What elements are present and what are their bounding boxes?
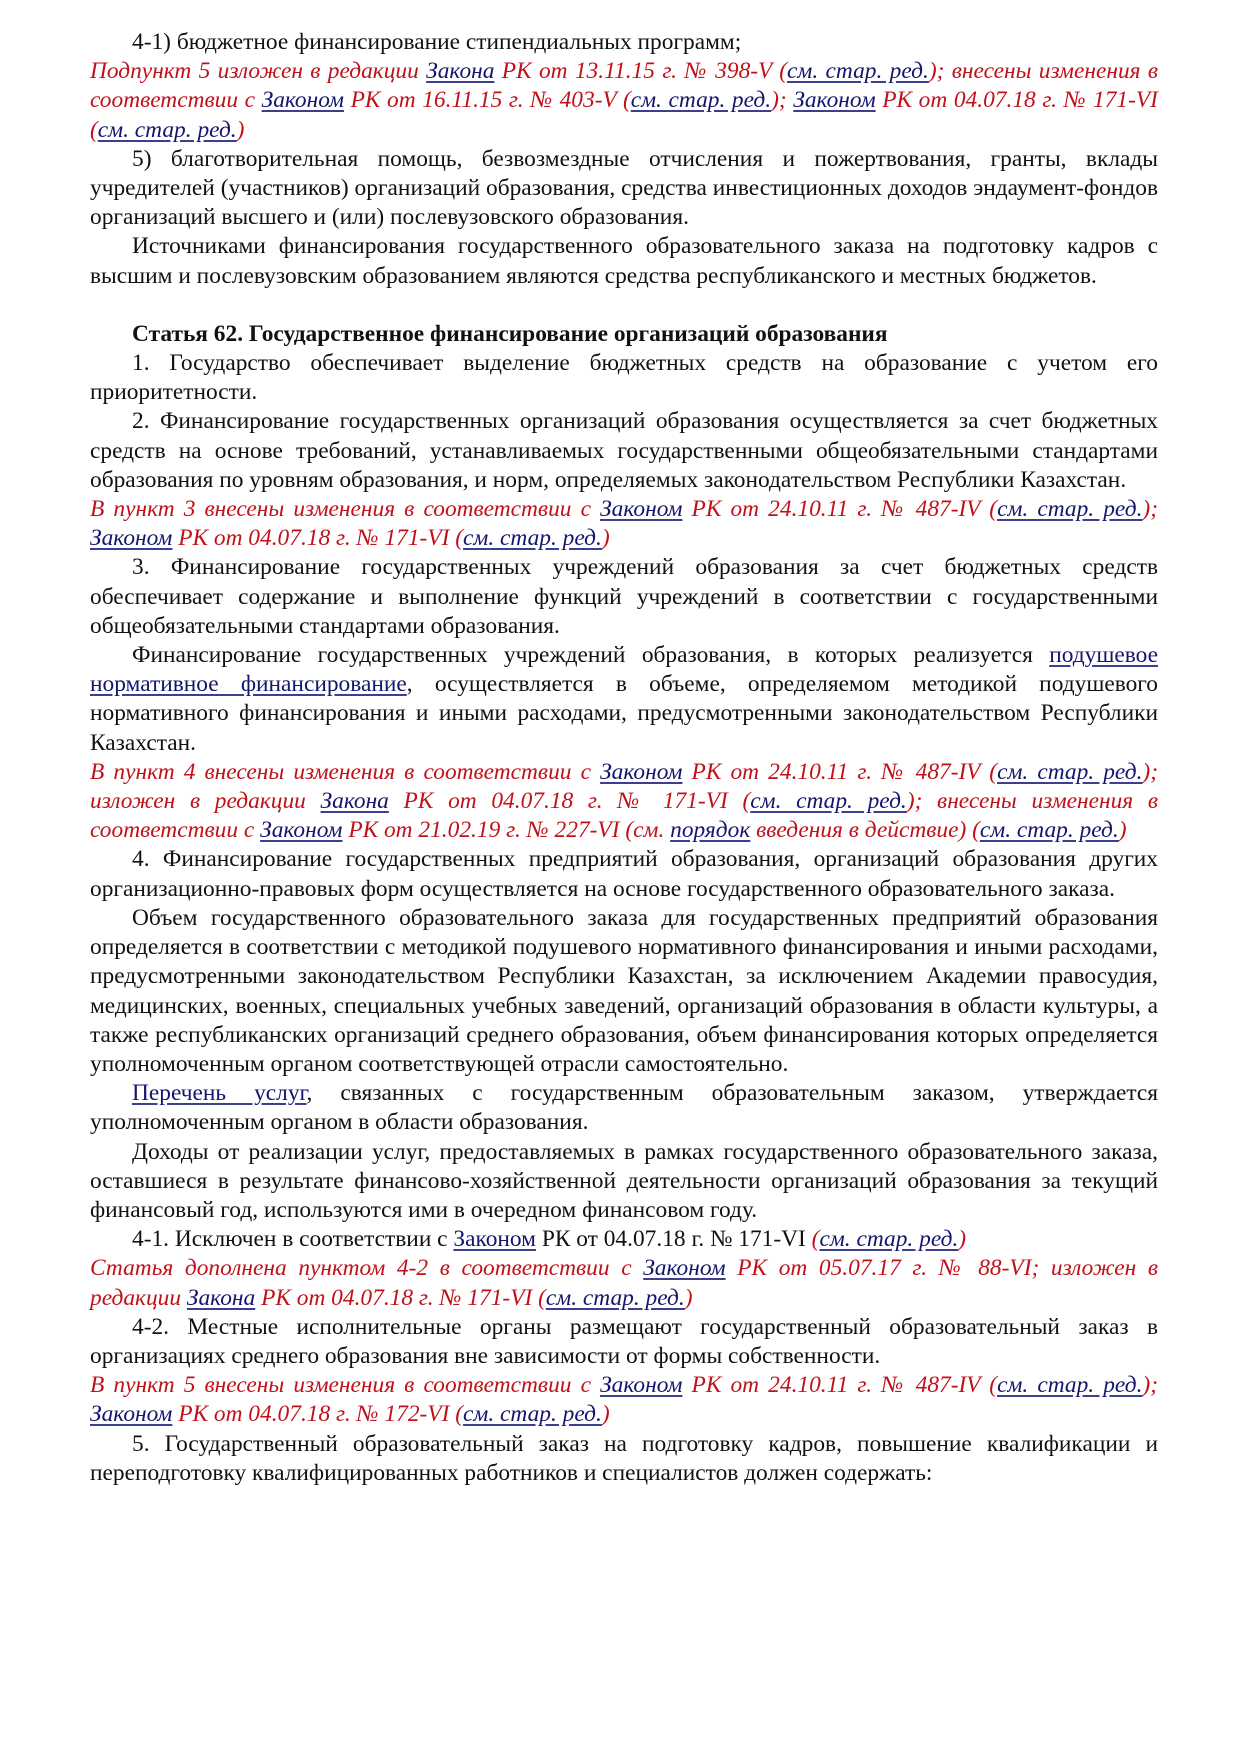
note-text: В пункт 5 внесены изменения в соответствии с <box>90 1372 601 1399</box>
note-text: РК от 16.11.15 г. № 403-V ( <box>343 87 631 114</box>
services-list-link[interactable]: Перечень услуг <box>132 1080 307 1107</box>
paragraph-2: 2. Финансирование государственных организаций образования осуществляется за счет бюджетных средств на основе требований, устанавливаемых государственными общеобязательными стандартами образования по уровням образования, и норм, определяемых законодательством Республики Казахстан. <box>90 408 1158 493</box>
per-capita-link[interactable]: подушевое нормативное финансирование <box>90 642 1158 698</box>
paragraph-per-capita <box>90 641 1158 758</box>
note-text: РК от 04.07.18 г. № 171-VI ( <box>90 87 1158 143</box>
note-text: ) <box>601 1401 610 1428</box>
law-link[interactable]: Законом <box>600 758 683 785</box>
old-edition-link[interactable]: см. стар. ред. <box>819 1226 959 1253</box>
law-link[interactable]: Закона <box>426 58 495 85</box>
law-link[interactable]: Законом <box>90 525 173 552</box>
note-text: Статья дополнена пунктом 4-2 в соответствии с <box>90 1255 644 1282</box>
paragraph-5: 5) благотворительная помощь, безвозмездные отчисления и пожертвования, гранты, вклады учредителей (участников) организаций образования, средства инвестиционных доходов эндаумент-фондов организаций высшего и (или) послевузовского образования. <box>90 145 1158 231</box>
paragraph-text: 4-1. Исключен в соответствии с <box>132 1226 454 1253</box>
amendment-note <box>90 57 1158 145</box>
paragraph-4-2: 4-2. Местные исполнительные органы размещают государственный образовательный заказ в организациях среднего образования вне зависимости от формы собственности. <box>90 1313 1158 1369</box>
amendment-note <box>90 758 1158 846</box>
paragraph-sources: Источниками финансирования государственного образовательного заказа на подготовку кадров с высшим и послевузовским образованием являются средства республиканского и местных бюджетов. <box>90 233 1158 289</box>
paragraph-text: РК от 04.07.18 г. № 171-VI <box>535 1226 812 1253</box>
old-edition-link[interactable]: см. стар. ред. <box>545 1284 685 1311</box>
note-text: ); <box>1142 496 1159 523</box>
note-text: В пункт 3 внесены изменения в соответствии с <box>90 496 601 523</box>
note-text: ); внесены изменения в соответствии с <box>90 58 1158 114</box>
paragraph-5-order: 5. Государственный образовательный заказ на подготовку кадров, повышение квалификации и переподготовку квалифицированных работников и специалистов должен содержать: <box>90 1430 1158 1486</box>
law-link[interactable]: Законом <box>260 817 343 844</box>
note-text: РК от 24.10.11 г. № 487-IV ( <box>682 758 998 785</box>
note-text: РК от 04.07.18 г. № 171-VI ( <box>255 1284 546 1311</box>
law-link[interactable]: Законом <box>600 496 683 523</box>
note-text: ) <box>601 525 610 552</box>
note-text: ); изложен в редакции <box>90 758 1159 815</box>
spacer <box>90 291 1158 320</box>
note-text: введения в действие) ( <box>750 817 980 844</box>
law-link[interactable]: Законом <box>600 1372 683 1399</box>
paragraph-text: , связанных с государственным образовательным заказом, утверждается уполномоченным органом в области образования. <box>90 1080 1158 1136</box>
amendment-note <box>90 1254 1158 1312</box>
note-text: РК от 05.07.17 г. № 88-VI; изложен в редакции <box>90 1255 1158 1311</box>
note-text: ); внесены изменения в соответствии с <box>90 788 1159 844</box>
old-edition-link[interactable]: см. стар. ред. <box>97 116 237 143</box>
law-link[interactable]: Законом <box>90 1401 173 1428</box>
paragraph-income: Доходы от реализации услуг, предоставляемых в рамках государственного образовательного заказа, оставшиеся в результате финансово-хозяйственной деятельности организаций образования за текущий финансовый год, используются ими в очередном финансовом году. <box>90 1138 1158 1223</box>
paragraph-text: , осуществляется в объеме, определяемом методикой подушевого нормативного финансирования и иными расходами, предусмотренными законодательством Республики Казахстан. <box>90 671 1158 756</box>
note-text: РК от 21.02.19 г. № 227-VI (см. <box>342 817 671 844</box>
note-text: РК от 24.10.11 г. № 487-IV ( <box>682 1372 998 1399</box>
old-edition-link[interactable]: см. стар. ред. <box>630 87 772 114</box>
paragraph-4: 4. Финансирование государственных предприятий образования, организаций образования других организационно-правовых форм осуществляется на основе государственного образовательного заказа. <box>90 846 1158 902</box>
old-edition-link[interactable]: см. стар. ред. <box>787 58 929 85</box>
note-text: РК от 13.11.15 г. № 398-V ( <box>494 58 788 85</box>
old-edition-link[interactable]: см. стар. ред. <box>997 758 1143 785</box>
paragraph-4-1: 4-1) бюджетное финансирование стипендиальных программ; <box>132 29 742 55</box>
procedure-link[interactable]: порядок <box>670 817 751 844</box>
paragraph-volume: Объем государственного образовательного заказа для государственных предприятий образования определяется в соответствии с методикой подушевого нормативного финансирования и иными расходами, предусмотренными законодательством Республики Казахстан, за исключением Академии правосудия, медицинских, военных, специальных учебных заведений, организаций образования в области культуры, а также республиканских организаций среднего образования, объем финансирования которых определяется уполномоченным органом соответствующей отрасли самостоятельно. <box>90 904 1158 1077</box>
paren: ( <box>811 1226 820 1253</box>
note-text: ); <box>771 87 794 114</box>
paragraph-4-1-excluded <box>90 1225 1158 1254</box>
note-text: В пункт 4 внесены изменения в соответствии с <box>90 758 601 785</box>
law-link[interactable]: Законом <box>453 1226 536 1253</box>
old-edition-link[interactable]: см. стар. ред. <box>997 496 1143 523</box>
note-text: ) <box>236 116 245 143</box>
paragraph-services <box>90 1079 1158 1137</box>
old-edition-link[interactable]: см. стар. ред. <box>750 788 907 815</box>
note-text: РК от 24.10.11 г. № 487-IV ( <box>682 496 998 523</box>
note-text: ) <box>684 1284 693 1311</box>
document-page <box>90 28 1158 1488</box>
paren: ) <box>958 1226 967 1253</box>
old-edition-link[interactable]: см. стар. ред. <box>463 1401 602 1428</box>
paragraph-1: 1. Государство обеспечивает выделение бюджетных средств на образование с учетом его приоритетности. <box>90 350 1158 406</box>
law-link[interactable]: Закона <box>186 1284 256 1311</box>
note-text: РК от 04.07.18 г. № 172-VI ( <box>172 1401 464 1428</box>
note-text: РК от 04.07.18 г. № 171-VI ( <box>388 788 751 815</box>
law-link[interactable]: Законом <box>643 1255 726 1282</box>
law-link[interactable]: Закона <box>320 788 389 815</box>
article-heading: Статья 62. Государственное финансирование организаций образования <box>132 320 888 347</box>
amendment-note <box>90 1371 1158 1429</box>
paragraph-text: Финансирование государственных учреждений образования, в которых реализуется <box>132 642 1050 669</box>
law-link[interactable]: Законом <box>793 87 876 114</box>
note-text: ); <box>1142 1372 1159 1399</box>
note-text: Подпункт 5 изложен в редакции <box>90 58 427 85</box>
law-link[interactable]: Законом <box>261 87 344 114</box>
old-edition-link[interactable]: см. стар. ред. <box>979 817 1119 844</box>
old-edition-link[interactable]: см. стар. ред. <box>997 1372 1143 1399</box>
paragraph-3: 3. Финансирование государственных учреждений образования за счет бюджетных средств обеспечивает содержание и выполнение функций учреждений в соответствии с государственными общеобязательными стандартами образования. <box>90 554 1158 639</box>
amendment-note <box>90 495 1158 553</box>
note-text: ) <box>1118 817 1127 844</box>
old-edition-link[interactable]: см. стар. ред. <box>463 525 602 552</box>
note-text: РК от 04.07.18 г. № 171-VI ( <box>172 525 464 552</box>
